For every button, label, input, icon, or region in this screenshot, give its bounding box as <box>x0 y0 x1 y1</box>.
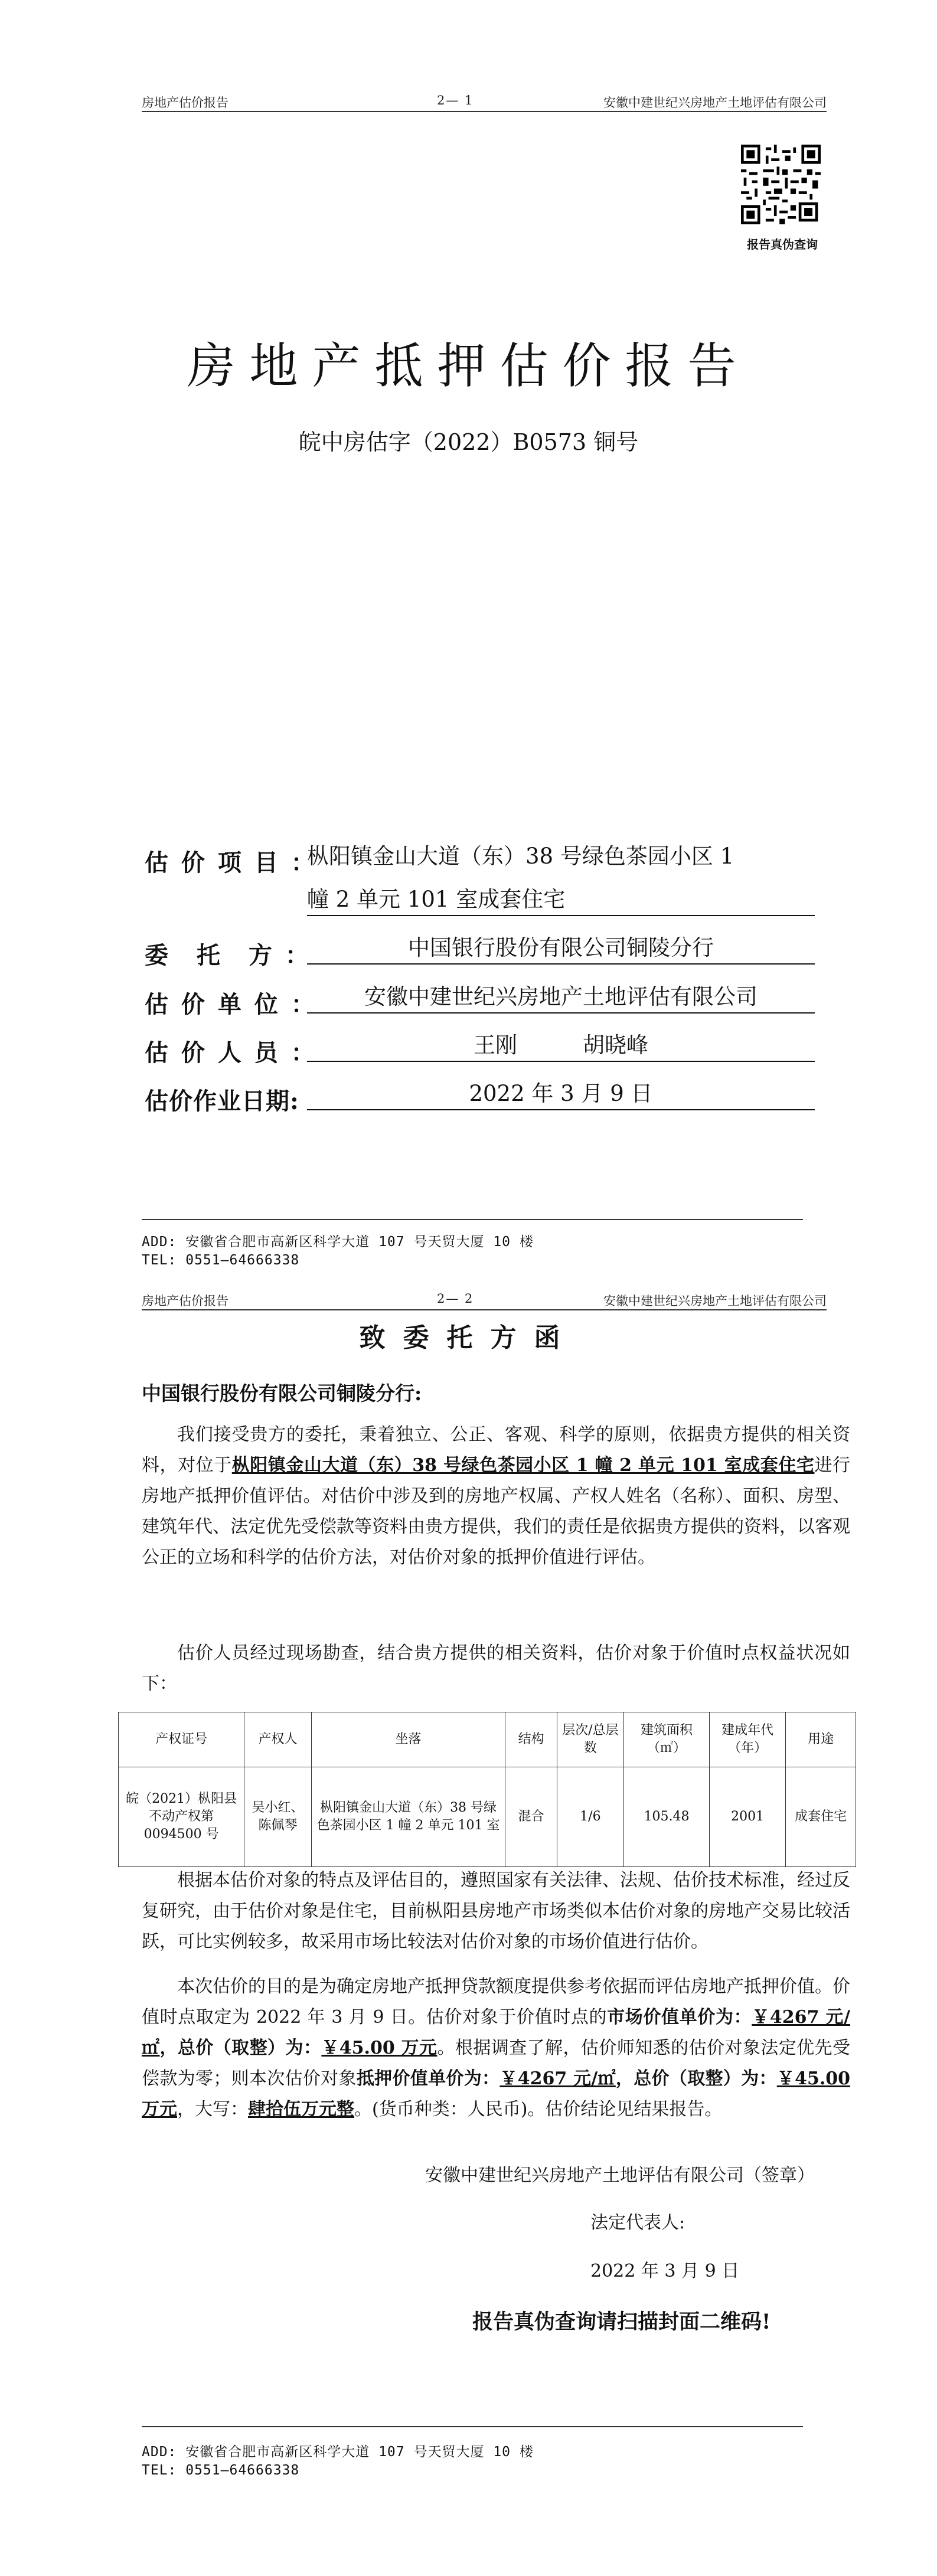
table-cell: 1/6 <box>557 1767 623 1867</box>
page1-header <box>142 89 827 112</box>
field-value-project: 枞阳镇金山大道（东）38 号绿色茶园小区 1 <box>307 844 734 869</box>
para1-property-address: 枞阳镇金山大道（东）38 号绿色茶园小区 1 幢 2 单元 101 室成套住宅 <box>231 1455 815 1476</box>
table-cell: 2001 <box>710 1767 786 1867</box>
para4-mortgage-total-value: ￥45.00 万元 <box>142 2068 851 2120</box>
table-cell: 混合 <box>505 1767 557 1867</box>
field-value-client: 中国银行股份有限公司铜陵分行 <box>307 933 815 965</box>
report-number: 皖中房估字（2022）B0573 铜号 <box>298 429 639 455</box>
table-header-row <box>119 1712 856 1767</box>
letter-title: 致委托方函 <box>359 1323 578 1353</box>
para4-text-k: ，大写： <box>177 2099 248 2120</box>
para4-market-unit-value: ￥4267 元/㎡ <box>142 2007 851 2058</box>
header-rule <box>142 111 827 112</box>
field-label-appraisers: 估 价 人 员 ： <box>145 1039 317 1067</box>
table-header: 产权人 <box>244 1712 311 1767</box>
table-header: 层次/总层数 <box>557 1712 623 1767</box>
para1-text-a: 我们接受贵方的委托，秉着独立、公正、客观、科学的原则，依据贵方提供的相关资料，对位于 <box>142 1424 850 1476</box>
para4-mortgage-unit-value: ￥4267 元/㎡ <box>499 2068 616 2089</box>
field-label-work-date: 估价作业日期: <box>145 1087 299 1115</box>
table-cell: 吴小红、陈佩琴 <box>244 1767 311 1867</box>
header-company: 安徽中建世纪兴房地产土地评估有限公司 <box>603 96 827 110</box>
authenticity-notice: 报告真伪查询请扫描封面二维码! <box>472 2310 771 2334</box>
header-page-no: 2— 1 <box>437 93 474 107</box>
field-label-project: 估 价 项 目 ： <box>145 849 317 877</box>
para4-text-m: 。(货币种类：人民币)。估价结论见结果报告。 <box>354 2099 723 2120</box>
header-left: 房地产估价报告 <box>142 1294 228 1308</box>
paragraph-3: 根据本估价对象的特点及评估目的，遵照国家有关法律、法规、估价技术标准，经过反复研究，由于估价对象是住宅，目前枞阳县房地产市场类似本估价对象的房地产交易比较活跃，可比实例较多，故采用市场比较法对估价对象的市场价值进行估价。 <box>142 1870 850 1952</box>
field-value-appraiser-firm: 安徽中建世纪兴房地产土地评估有限公司 <box>307 982 815 1014</box>
table-cell: 皖（2021）枞阳县不动产权第 0094500 号 <box>119 1767 244 1867</box>
field-value-work-date: 2022 年 3 月 9 日 <box>307 1078 815 1110</box>
para4-text-a: 本次估价的目的是为确定房地产抵押贷款额度提供参考依据而评估房地产抵押价值。价值时点取定为 2022 年 3 月 9 日。估价对象于价值时点的 <box>142 1976 850 2028</box>
page1-footer-address: ADD: 安徽省合肥市高新区科学大道 107 号天贸大厦 10 楼 <box>142 1234 534 1250</box>
page2-footer-address: ADD: 安徽省合肥市高新区科学大道 107 号天贸大厦 10 楼 <box>142 2444 534 2460</box>
signature-company: 安徽中建世纪兴房地产土地评估有限公司（签章） <box>425 2165 815 2186</box>
field-value-project-line2: 幢 2 单元 101 室成套住宅 <box>307 884 815 916</box>
page1-footer-rule <box>142 1219 803 1220</box>
qr-code-icon <box>741 145 821 224</box>
para4-mortgage-total-label: ，总价（取整）为： <box>615 2068 777 2089</box>
paragraph-4 <box>142 1972 850 2125</box>
table-header: 产权证号 <box>119 1712 244 1767</box>
qr-caption: 报告真伪查询 <box>747 237 818 251</box>
addressee: 中国银行股份有限公司铜陵分行: <box>142 1382 422 1405</box>
page1-footer-tel: TEL: 0551—64666338 <box>142 1253 300 1268</box>
table-header: 结构 <box>505 1712 557 1767</box>
table-cell: 枞阳镇金山大道（东）38 号绿色茶园小区 1 幢 2 单元 101 室 <box>311 1767 505 1867</box>
table-cell: 成套住宅 <box>786 1767 856 1867</box>
signature-legal-rep: 法定代表人: <box>590 2212 685 2233</box>
paragraph-1 <box>142 1420 850 1573</box>
para4-amount-in-words: 肆拾伍万元整 <box>248 2099 354 2120</box>
para4-market-total-label: ，总价（取整）为： <box>159 2038 322 2058</box>
field-label-client: 委 托 方 ： <box>145 942 311 969</box>
header-company: 安徽中建世纪兴房地产土地评估有限公司 <box>603 1294 827 1308</box>
paragraph-2: 估价人员经过现场勘查，结合贵方提供的相关资料，估价对象于价值时点权益状况如下： <box>142 1643 850 1694</box>
para4-text-f: 。根据调查了解，估价师知悉的估价对象法定优先受偿款为零；则本次估价对象 <box>142 2038 851 2089</box>
report-title: 房地产抵押估价报告 <box>187 338 750 394</box>
table-row <box>119 1767 856 1867</box>
header-page-no: 2— 2 <box>437 1292 474 1306</box>
rights-table <box>118 1712 856 1867</box>
page2-footer-tel: TEL: 0551—64666338 <box>142 2463 300 2478</box>
table-header: 建成年代（年） <box>710 1712 786 1767</box>
para1-text-c: 进行房地产抵押价值评估。对估价中涉及到的房地产权属、产权人姓名（名称）、面积、房型、建筑年代、法定优先受偿款等资料由贵方提供，我们的责任是依据贵方提供的资料，以客观公正的立场和科学的估价方法，对估价对象的抵押价值进行评估。 <box>142 1455 850 1568</box>
header-left: 房地产估价报告 <box>142 96 228 110</box>
table-header: 用途 <box>786 1712 856 1767</box>
table-header: 建筑面积（㎡） <box>624 1712 710 1767</box>
header-rule <box>142 1309 827 1310</box>
para4-mortgage-unit-label: 抵押价值单价为： <box>356 2068 500 2089</box>
para4-market-unit-label: 市场价值单价为： <box>607 2007 752 2028</box>
page2-header <box>142 1287 827 1310</box>
field-label-appraiser-firm: 估 价 单 位 ： <box>145 990 317 1018</box>
para4-market-total-value: ￥45.00 万元 <box>321 2038 438 2058</box>
field-value-appraisers: 王刚 胡晓峰 <box>307 1030 815 1062</box>
table-cell: 105.48 <box>624 1767 710 1867</box>
page2-footer-rule <box>142 2426 803 2427</box>
signature-date: 2022 年 3 月 9 日 <box>590 2261 740 2281</box>
table-header: 坐落 <box>311 1712 505 1767</box>
